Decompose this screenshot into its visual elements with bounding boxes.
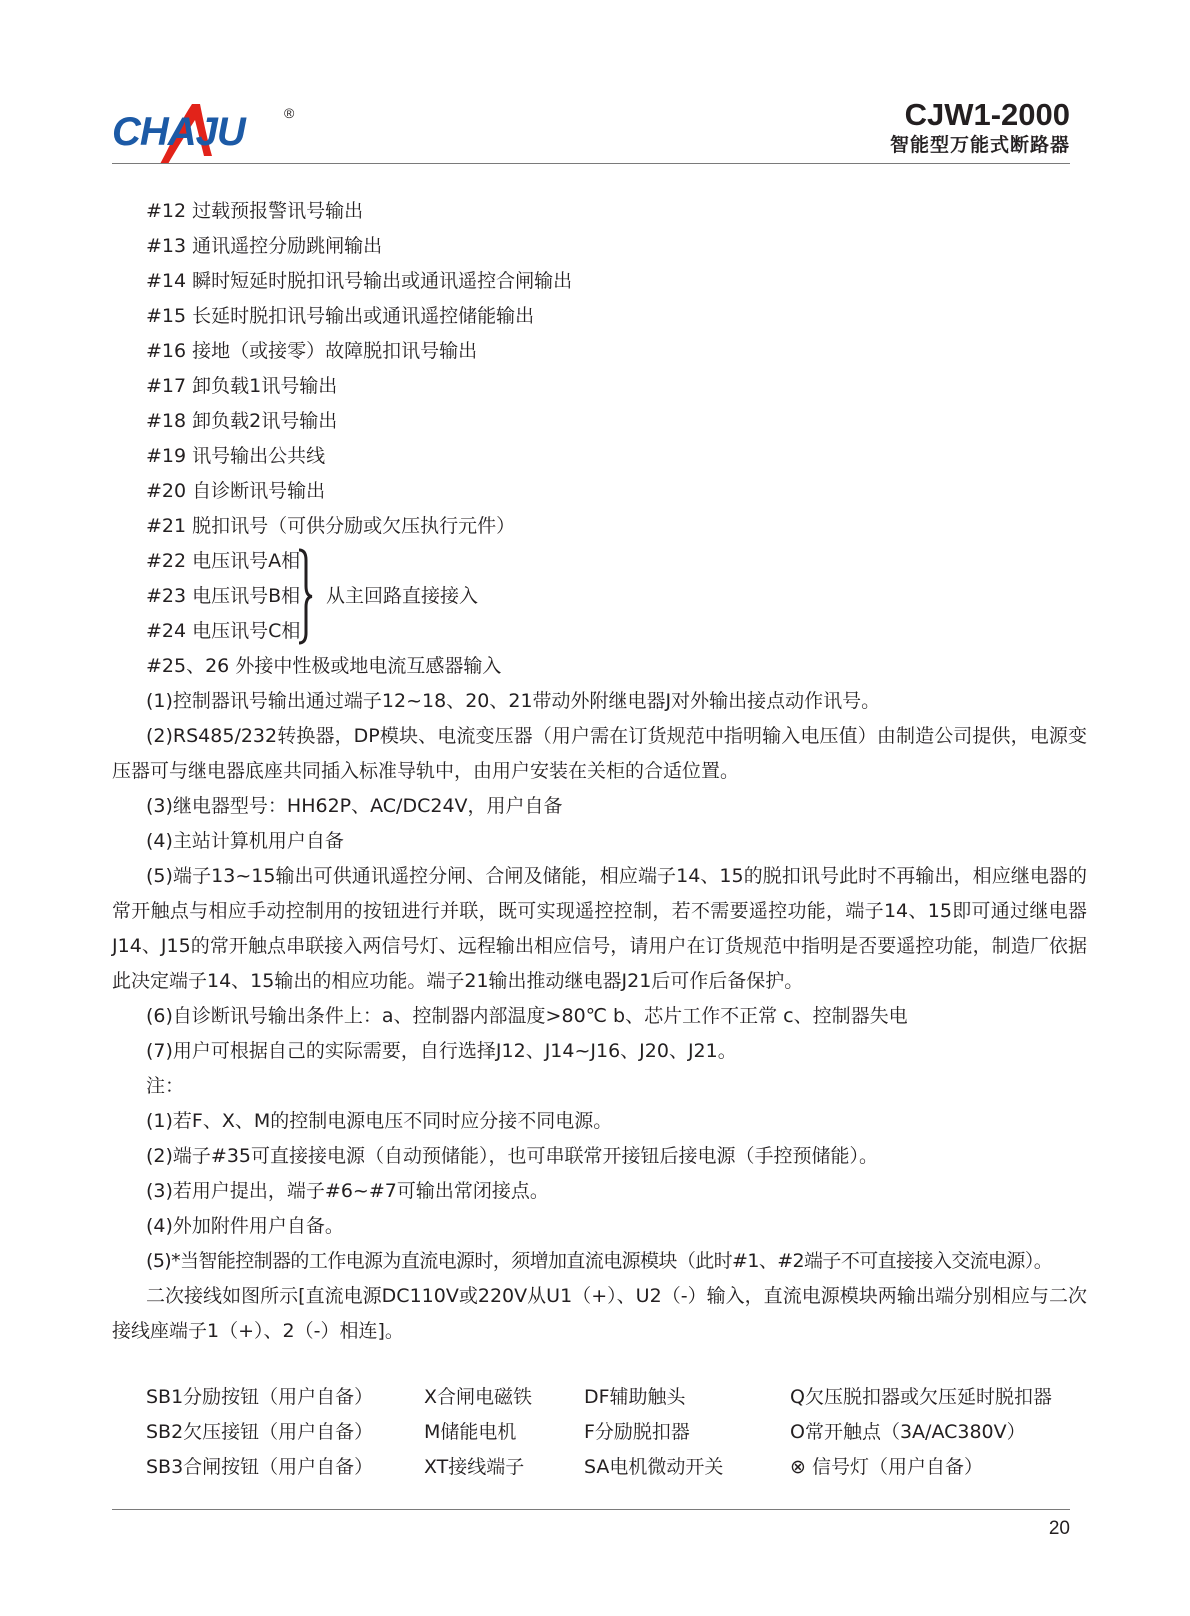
terminal-item: #20 自诊断讯号输出 — [146, 480, 326, 502]
note-paragraph: (7)用户可根据自己的实际需要，自行选择J12、J14~J16、J20、J21。 — [146, 1040, 737, 1062]
voltage-note: 从主回路直接接入 — [326, 585, 479, 607]
header-model — [890, 98, 1070, 158]
legend-entry: SA电机微动开关 — [584, 1456, 724, 1478]
right-brace-icon — [297, 548, 313, 645]
legend-entry: M储能电机 — [424, 1421, 517, 1443]
remark-item: (3)若用户提出，端子#6~#7可输出常闭接点。 — [146, 1180, 549, 1202]
wiring-note: 二次接线如图所示[直流电源DC110V或220V从U1（+）、U2（-）输入，直流电源模块两输出端分别相应与二次接线座端子1（+）、2（-）相连]。 — [112, 1285, 1087, 1342]
model-name: 智能型万能式断路器 — [889, 134, 1070, 156]
legend-entry: O常开触点（3A/AC380V） — [790, 1421, 1026, 1443]
svg-text:®: ® — [284, 105, 295, 121]
legend-entry: Q欠压脱扣器或欠压延时脱扣器 — [790, 1386, 1052, 1408]
legend-entry: DF辅助触头 — [584, 1386, 686, 1408]
terminal-item: #17 卸负载1讯号输出 — [146, 375, 338, 397]
note-paragraph: (1)控制器讯号输出通过端子12~18、20、21带动外附继电器J对外输出接点动作讯号。 — [146, 690, 881, 712]
header-divider — [112, 163, 1070, 164]
svg-text:CHAJU: CHAJU — [112, 110, 245, 154]
voltage-terminal: #24 电压讯号C相 — [146, 620, 301, 642]
legend-entry: XT接线端子 — [424, 1456, 525, 1478]
model-number: CJW1-2000 — [904, 97, 1070, 132]
terminal-item: #16 接地（或接零）故障脱扣讯号输出 — [146, 340, 478, 362]
note-paragraph: (3)继电器型号：HH62P、AC/DC24V，用户自备 — [146, 795, 563, 817]
chaju-logo-graphic — [112, 98, 312, 168]
terminal-item: #14 瞬时短延时脱扣讯号输出或通讯遥控合闸输出 — [146, 270, 573, 292]
voltage-terminal: #22 电压讯号A相 — [146, 550, 301, 572]
voltage-terminal-group — [112, 544, 1087, 649]
note-paragraph: (4)主站计算机用户自备 — [146, 830, 344, 852]
terminal-item: #13 通讯遥控分励跳闸输出 — [146, 235, 383, 257]
symbol-legend — [146, 1380, 1086, 1485]
terminal-item: #12 过载预报警讯号输出 — [146, 200, 364, 222]
legend-row — [146, 1415, 1086, 1450]
terminal-item: #21 脱扣讯号（可供分励或欠压执行元件） — [146, 515, 516, 537]
terminal-item: #18 卸负载2讯号输出 — [146, 410, 338, 432]
legend-row — [146, 1380, 1086, 1415]
remark-item: (2)端子#35可直接接电源（自动预储能），也可串联常开接钮后接电源（手控预储能）。 — [146, 1145, 879, 1167]
terminal-item: #25、26 外接中性极或地电流互感器输入 — [146, 655, 502, 677]
terminal-item: #19 讯号输出公共线 — [146, 445, 326, 467]
legend-row — [146, 1450, 1086, 1485]
legend-entry: F分励脱扣器 — [584, 1421, 690, 1443]
remark-item: (4)外加附件用户自备。 — [146, 1215, 344, 1237]
note-paragraph: (2)RS485/232转换器，DP模块、电流变压器（用户需在订货规范中指明输入电压值）由制造公司提供，电源变压器可与继电器底座共同插入标准导轨中，由用户安装在关柜的合适位置。 — [112, 725, 1087, 782]
remark-item: (1)若F、X、M的控制电源电压不同时应分接不同电源。 — [146, 1110, 613, 1132]
legend-entry: SB2欠压接钮（用户自备） — [146, 1421, 374, 1443]
remarks-title: 注： — [146, 1075, 185, 1097]
legend-entry: ⊗ 信号灯（用户自备） — [790, 1456, 983, 1478]
legend-entry: X合闸电磁铁 — [424, 1386, 533, 1408]
remark-item: (5)*当智能控制器的工作电源为直流电源时，须增加直流电源模块（此时#1、#2端子不可直接接入交流电源）。 — [146, 1250, 1053, 1272]
voltage-terminal: #23 电压讯号B相 — [146, 585, 301, 607]
legend-entry: SB1分励按钮（用户自备） — [146, 1386, 374, 1408]
terminal-item: #15 长延时脱扣讯号输出或通讯遥控储能输出 — [146, 305, 535, 327]
brand-logo — [112, 98, 312, 168]
note-paragraph: (5)端子13~15输出可供通讯遥控分闸、合闸及储能，相应端子14、15的脱扣讯号此时不再输出，相应继电器的常开触点与相应手动控制用的按钮进行并联，既可实现遥控控制，若不需要遥控功能，端子14、15即可通过继电器J14、J15的常开触点串联接入两信号灯、远程输出相应信号，请用户在订货规范中指明是否要遥控功能，制造厂依据此决定端子14、15输出的相应功能。端子21输出推动继电器J21后可作后备保护。 — [112, 865, 1087, 992]
page-number: 20 — [1048, 1518, 1070, 1539]
document-body — [112, 194, 1087, 1349]
note-paragraph: (6)自诊断讯号输出条件上：a、控制器内部温度>80℃ b、芯片工作不正常 c、控制器失电 — [146, 1005, 908, 1027]
footer-divider — [112, 1509, 1070, 1510]
legend-entry: SB3合闸按钮（用户自备） — [146, 1456, 374, 1478]
